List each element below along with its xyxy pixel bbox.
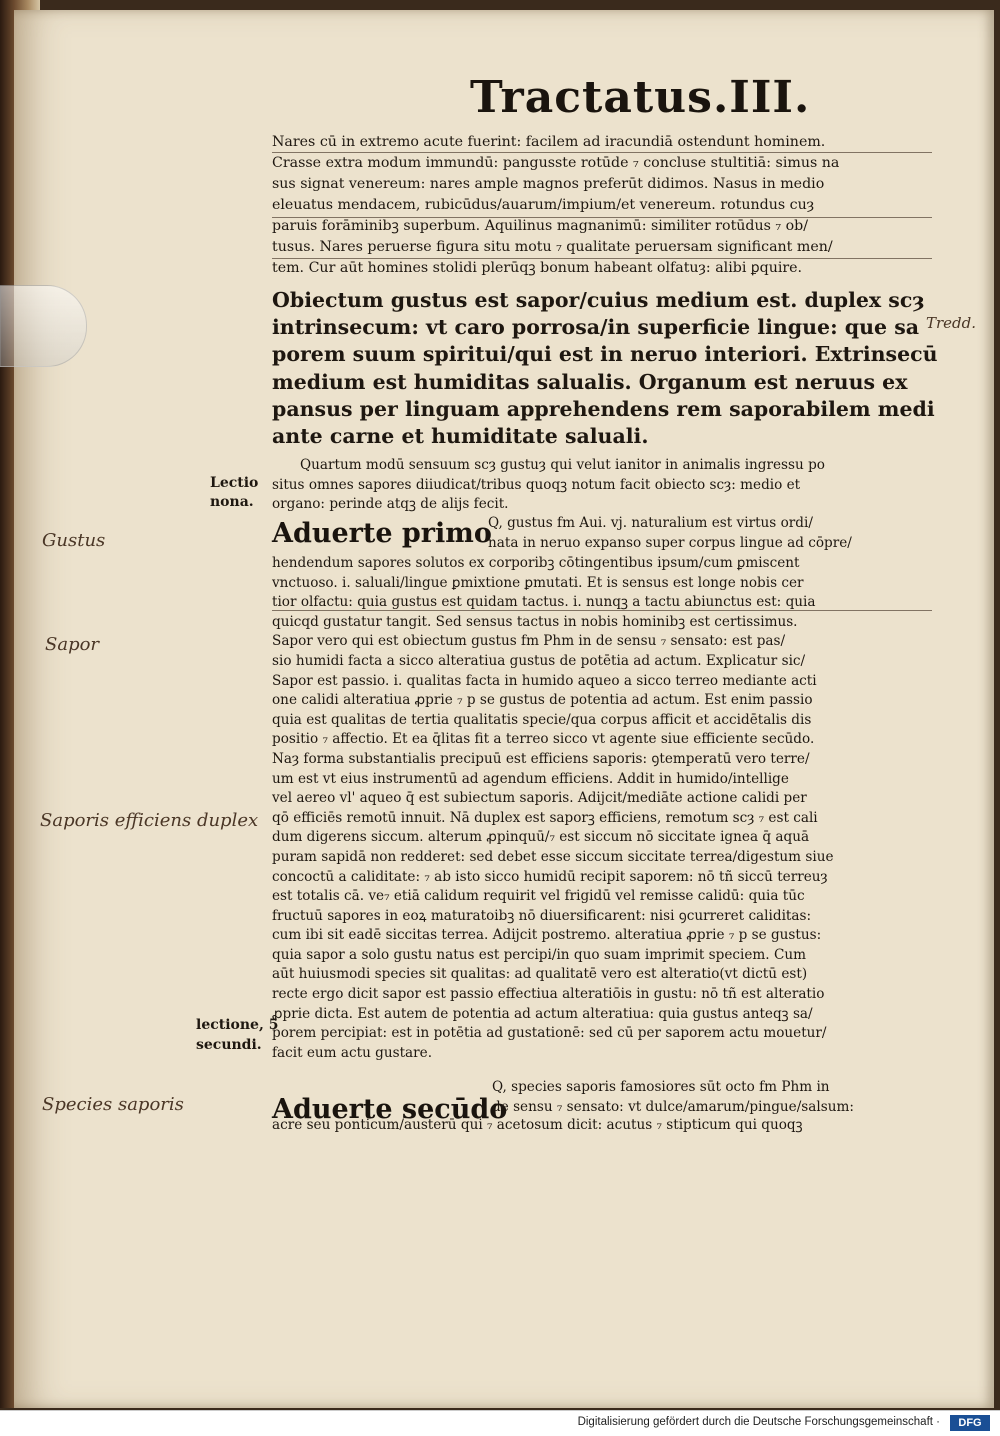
text-line: est totalis cā. ve₇ etiā calidum requirit vel frigidū vel remisse calidū: quia tūc: [272, 888, 805, 905]
text-line: Naȝ forma substantialis precipuū est efficiens saporis: ꝯtemperatū vero terre/: [272, 750, 810, 767]
text-line: Nares cū in extremo acute fuerint: facilem ad iracundiā ostendunt hominem.: [272, 134, 826, 150]
text-line: cum ibi sit eadē siccitas terrea. Adijcit postremo. alteratiua ꝓprie ₇ p se gustus:: [272, 927, 822, 944]
margin-lectio: Lectio: [210, 475, 259, 491]
text-line: vnctuoso. i. saluali/lingue ꝑmixtione ꝑmutati. Et is sensus est longe nobis cer: [272, 574, 804, 591]
text-line: porem suum spiritui/qui est in neruo interiori. Extrinsecū: [272, 342, 938, 367]
text-line: ante carne et humiditate saluali.: [272, 424, 649, 449]
paragraph-quartum-modum: [272, 456, 940, 515]
handnote-gustus: Gustus: [42, 530, 106, 551]
text-line: Crasse extra modum immundū: pangusste rotūde ₇ concluse stultitiā: simus na: [272, 155, 840, 171]
text-line: qō efficiēs remotū innuit. Nā duplex est saporꝫ efficiens, remotum scȝ ₇ est cali: [272, 809, 818, 826]
text-line: hendendum sapores solutos ex corporibꝫ cōtingentibus ipsum/cum ꝑmiscent: [272, 555, 800, 571]
handnote-saporis-efficiens: Saporis efficiens duplex: [40, 810, 259, 831]
text-line: puram sapidā non redderet: sed debet esse siccum siccitate terrea/digestum siue: [272, 848, 834, 865]
paragraph-species-cont: [272, 1116, 942, 1136]
text-line: um est vt eius instrumentū ad agendum efficiens. Addit in humido/intellige: [272, 770, 789, 787]
paragraph-species-intro: [492, 1078, 942, 1118]
heading-aduerte-secundo: Aduerte secūdo: [272, 1094, 508, 1125]
underline-rule: [272, 258, 932, 259]
text-line: Obiectum gustus est sapor/cuius medium est. duplex scȝ: [272, 288, 925, 312]
footer-bar: [0, 1410, 1000, 1436]
text-line: acre seu ponticum/austerū qui ₇ acetosum dicit: acutus ₇ stipticum qui quoqꝫ: [272, 1117, 803, 1133]
page-clip: [0, 285, 87, 367]
text-line: sus signat venereum: nares ample magnos preferūt didimos. Nasus in medio: [272, 176, 825, 192]
text-line: vel aereo vl' aqueo q̄ est subiectum saporis. Adijcit/mediāte actione calidi per: [272, 790, 807, 807]
page-title: Tractatus.III.: [470, 72, 811, 123]
text-line: Q, gustus fm Aui. vj. naturalium est virtus ordi/: [488, 515, 813, 531]
text-line: quicqd gustatur tangit. Sed sensus tactus in nobis hominibꝫ est certissimus.: [272, 613, 798, 630]
dfg-logo: DFG: [950, 1415, 990, 1431]
underline-rule: [272, 610, 932, 611]
text-line: Q, species saporis famosiores sūt octo fm Phm in: [492, 1079, 830, 1095]
text-line: Sapor est passio. i. qualitas facta in humido aqueo a sicco terreo mediante acti: [272, 672, 817, 689]
margin-secundi: secundi.: [196, 1037, 262, 1053]
text-line: sio humidi facta a sicco alteratiua gustus de potētia ad actum. Explicatur sic/: [272, 652, 806, 669]
text-line: one calidi alteratiua ꝓprie ₇ p se gustus de potentia ad actum. Est enim passio: [272, 692, 813, 709]
text-line: dum digerens siccum. alterum ꝓpinquū/₇ est siccum nō siccitate ignea q̄ aquā: [272, 829, 810, 846]
text-line: positio ₇ affectio. Et ea q̄litas fit a terreo sicco vt agente siue efficiente secūdo.: [272, 731, 815, 748]
text-line: nata in neruo expanso super corpus lingue ad cōpre/: [488, 534, 852, 551]
text-line: ꝓprie dicta. Est autem de potentia ad actum alteratiua: quia gustus anteqꝫ sa/: [272, 1005, 813, 1022]
text-line: aūt huiusmodi species sit qualitas: ad qualitatē vero est alteratio(vt dictū est): [272, 966, 808, 983]
underline-rule: [272, 152, 932, 153]
text-line: concoctū a caliditate: ₇ ab isto sicco humidū recipit saporem: nō tñ siccū terreuȝ: [272, 868, 828, 885]
paragraph-nares: [272, 132, 937, 279]
text-line: Quartum modū sensuum scȝ gustuȝ qui velut ianitor in animalis ingressu po: [300, 457, 825, 473]
underline-rule: [272, 217, 932, 218]
text-line: situs omnes sapores diiudicat/tribus quoqꝫ notum facit obiecto scȝ: medio et: [272, 476, 801, 493]
text-line: tusus. Nares peruerse figura situ motu ₇ qualitate peruersam significant men/: [272, 239, 833, 255]
text-line: eleuatus mendacem, rubicūdus/auarum/impium/et venereum. rotundus cuȝ: [272, 197, 815, 213]
text-line: porem percipiat: est in potētia ad gustationē: sed cū per saporem actu mouetur/: [272, 1025, 827, 1042]
heading-aduerte-primo: Aduerte primo: [272, 518, 492, 549]
paragraph-gustus-intro: [488, 514, 940, 554]
text-line: tem. Cur aūt homines stolidi plerūqꝫ bonum habeant olfatuȝ: alibi ꝑquire.: [272, 260, 803, 276]
text-line: de sensu ₇ sensato: vt dulce/amarum/pingue/salsum:: [492, 1098, 854, 1115]
text-line: tior olfactu: quia gustus est quidam tactus. i. nunqꝫ a tactu abiunctus est: quia: [272, 594, 816, 611]
footer-text: Digitalisierung gefördert durch die Deutsche Forschungsgemeinschaft ·: [577, 1416, 940, 1428]
text-line: Sapor vero qui est obiectum gustus fm Phm in de sensu ₇ sensato: est pas/: [272, 633, 786, 650]
text-line: intrinsecum: vt caro porrosa/in superficie lingue: que sa: [272, 315, 920, 340]
paragraph-obiectum-gustus: [272, 287, 937, 450]
handnote-sapor: Sapor: [45, 634, 100, 655]
text-line: recte ergo dicit sapor est passio effectiua alteratiōis in gustu: nō tñ est alteratio: [272, 986, 825, 1003]
text-line: paruis forāminibꝫ superbum. Aquilinus magnanimū: similiter rotūdus ₇ ob/: [272, 218, 809, 234]
handnote-tredd: Tredd.: [926, 314, 977, 332]
text-line: facit eum actu gustare.: [272, 1044, 433, 1061]
text-line: quia est qualitas de tertia qualitatis specie/qua corpus afficit et accidētalis dis: [272, 711, 812, 728]
text-line: fructuū sapores in eoꝝ maturatoibꝫ nō diuersificarent: nisi ꝯcurreret caliditas:: [272, 907, 812, 924]
paragraph-sapor: [272, 554, 942, 1063]
text-line: organo: perinde atqꝫ de alijs fecit.: [272, 496, 509, 513]
text-line: pansus per linguam apprehendens rem saporabilem medi: [272, 396, 935, 421]
text-line: medium est humiditas salualis. Organum est neruus ex: [272, 369, 908, 394]
text-line: quia sapor a solo gustu natus est percipi/in quo suam imprimit speciem. Cum: [272, 946, 806, 963]
margin-lectione: lectione, 5: [196, 1017, 279, 1033]
handnote-species-saporis: Species saporis: [42, 1094, 184, 1115]
margin-nona: nona.: [210, 494, 254, 510]
